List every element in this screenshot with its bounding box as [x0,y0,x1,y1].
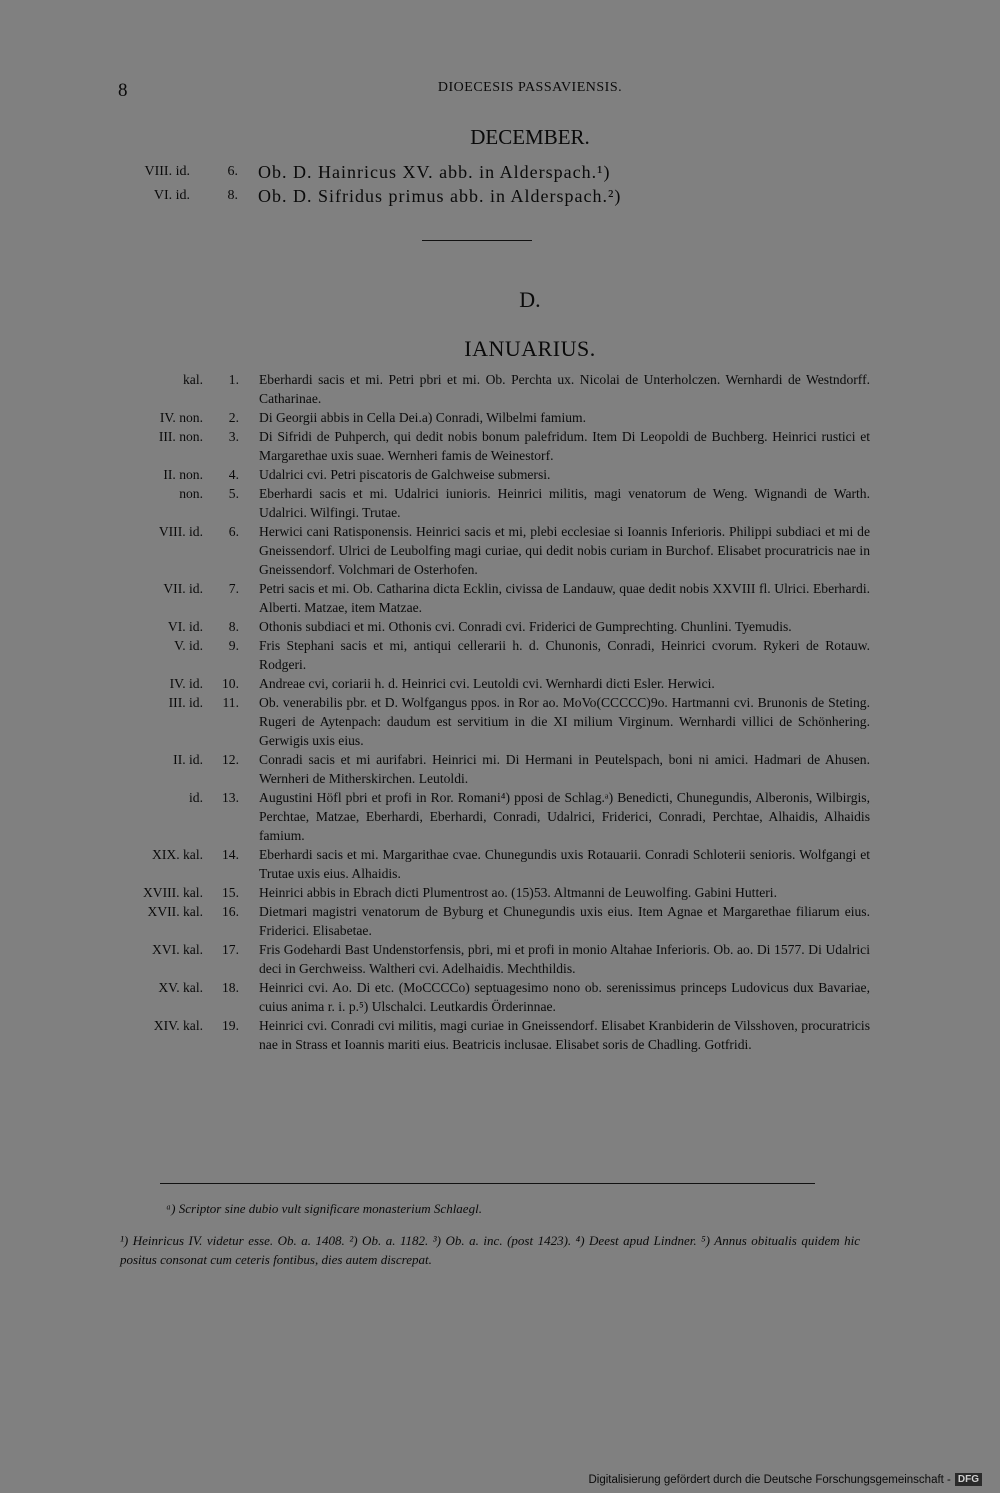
entry-day: 15. [222,885,239,900]
entry-day: 6. [228,524,239,539]
entry-day: 14. [222,847,239,862]
entry-day: 12. [222,752,239,767]
entry-row [100,1016,870,1054]
entry-row [100,465,870,484]
entry-row [100,693,870,750]
entry-text: Heinrici abbis in Ebrach dicti Plumentrost ao. (15)53. Altmanni de Leuwolfing. Gabini Hutteri. [259,885,777,900]
entry-text: Augustini Höfl pbri et profi in Ror. Romani⁴) pposi de Schlag.ᵃ) Benedicti, Chunegundis, Alberonis, Wilbirgis, Perchtae, Matzae, Eberhardi, Eberhardi, Conradi, Udalrici, Friderici, Conradi, Perchtae, Alhaidis, Alhaidis famium. [259,790,870,843]
entry-day: 17. [222,942,239,957]
entry-day: 7. [228,581,239,596]
entry-text: Fris Stephani sacis et mi, antiqui cellerarii h. d. Chunonis, Conradi, Heinrici cvorum. Rykeri de Rotauw. Rodgeri. [259,638,870,672]
entry-day: 19. [222,1018,239,1033]
entry-date: VIII. id. [158,524,203,539]
entry-date: VI. id. [153,188,190,203]
entry-date: VIII. id. [144,164,190,179]
entry-text: Eberhardi sacis et mi. Udalrici iunioris. Heinrici militis, magi venatorum de Weng. Wignandi de Warth. Udalrici. Wilfingi. Trutae. [259,486,870,520]
entry-text: Di Georgii abbis in Cella Dei.a) Conradi, Wilbelmi famium. [259,410,587,425]
entry-day: 2. [228,410,239,425]
footnote-a: ᵃ) Scriptor sine dubio vult significare monasterium Schlaegl. [166,1201,482,1216]
entry-row [100,883,870,902]
entry-day: 18. [222,980,239,995]
entry-date: IV. id. [169,676,203,691]
entry-date: II. id. [173,752,203,767]
running-head: DIOECESIS PASSAVIENSIS. [437,80,623,95]
entry-row [100,427,870,465]
entry-text: Eberhardi sacis et mi. Petri pbri et mi. Ob. Perchta ux. Nicolai de Unterholczen. Wernhardi de Westndorff. Catharinae. [259,372,870,406]
ianuarius-heading: IANUARIUS. [464,336,596,361]
entry-date: IV. non. [159,410,203,425]
entry-date: XIX. kal. [152,847,203,862]
entry-day: 13. [222,790,239,805]
entry-date: id. [189,790,203,805]
entry-text: Dietmari magistri venatorum de Byburg et Chunegundis uxis eius. Item Agnae et Margarethae filiarum eius. Friderici. Elisabetae. [259,904,870,938]
entry-day: 6. [227,164,238,179]
entry-text: Udalrici cvi. Petri piscatoris de Galchweise submersi. [259,467,551,482]
entry-date: III. non. [158,429,203,444]
entry-row [100,636,870,674]
entry-text: Herwici cani Ratisponensis. Heinrici sacis et mi, plebi ecclesiae si Ioannis Inferioris. Philippi subdiaci et mi de Gneissendorf. Ulrici de Leubolfing magi curiae, qui dedit nobis curiam in Burchof. Elisabet procuratricis nae in Gneissendorf. Volchmari de Osterhofen. [259,524,870,577]
entry-row [100,370,870,408]
entry-text: Ob. D. Sifridus primus abb. in Alderspach.²) [258,186,622,206]
entry-row [100,184,880,208]
entry-row [100,845,870,883]
entry-date: II. non. [163,467,203,482]
entry-date: III. id. [168,695,203,710]
entry-text: Andreae cvi, coriarii h. d. Heinrici cvi. Leutoldi cvi. Wernhardi dicti Esler. Herwici. [259,676,715,691]
entry-row [100,579,870,617]
entry-date: VI. id. [167,619,203,634]
entry-day: 16. [222,904,239,919]
page-number: 8 [118,80,128,101]
entry-day: 8. [227,188,238,203]
digitization-text: Digitalisierung gefördert durch die Deutsche Forschungsgemeinschaft - [588,1473,951,1486]
entry-text: Ob. venerabilis pbr. et D. Wolfgangus ppos. in Ror ao. MoVo(CCCCC)9o. Hartmanni cvi. Brunonis de Steting. Rugeri de Aytenpach: daudum est servitium in die XI milium Virginum. Wernhardi villici de Schönhering. Gerwigis uxis eius. [259,695,870,748]
section-letter: D. [519,287,541,312]
entry-day: 9. [228,638,239,653]
entry-date: XIV. kal. [153,1018,203,1033]
entry-row [100,750,870,788]
digitization-credit [588,1473,982,1486]
entry-row [100,408,870,427]
entry-text: Heinrici cvi. Ao. Di etc. (MoCCCCo) septuagesimo nono ob. serenissimus princeps Ludovicus dux Bavariae, cuius anima r. i. p.⁵) Ulschalci. Leutkardis Örderinnae. [259,980,870,1014]
footnotes-numbered: ¹) Heinricus IV. videtur esse. Ob. a. 1408. ²) Ob. a. 1182. ³) Ob. a. inc. (post 1423). ⁴) Deest apud Lindner. ⁵) Annus obitualis quidem hic positus consonat cum ceteris fontibus, dies autem discrepat. [120,1233,860,1267]
entry-date: XVI. kal. [152,942,203,957]
entry-row [100,617,870,636]
entry-text: Ob. D. Hainricus XV. abb. in Alderspach.¹) [258,162,611,182]
entry-text: Di Sifridi de Puhperch, qui dedit nobis bonum palefridum. Item Di Leopoldi de Buchberg. Heinrici rustici et Margarethae uxis suae. Wernheri famis de Weinestorf. [259,429,870,463]
entry-text: Petri sacis et mi. Ob. Catharina dicta Ecklin, civissa de Landauw, quae dedit nobis XXVIII fl. Ulrici. Eberhardi. Alberti. Matzae, item Matzae. [259,581,870,615]
entry-date: XVIII. kal. [142,885,203,900]
entry-date: XV. kal. [158,980,203,995]
entry-day: 11. [222,695,239,710]
entry-text: Fris Godehardi Bast Undenstorfensis, pbri, mi et profi in monio Altahae Inferioris. Ob. ao. Di 1577. Di Udalrici deci in Gerchweiss. Waltheri cvi. Adelhaidis. Mechthildis. [259,942,870,976]
entry-date: kal. [182,372,203,387]
entry-day: 8. [228,619,239,634]
entry-row [100,902,870,940]
entry-day: 3. [228,429,239,444]
entry-row [100,674,870,693]
entry-row [100,788,870,845]
entry-day: 1. [228,372,239,387]
december-entries [100,160,880,208]
entry-row [100,522,870,579]
entry-date: V. id. [174,638,203,653]
entry-text: Eberhardi sacis et mi. Margarithae cvae. Chunegundis uxis Rotauarii. Conradi Schloterii senioris. Wolfgangi et Trutae uxis eius. Alhaidis. [259,847,870,881]
entry-row [100,940,870,978]
entry-text: Othonis subdiaci et mi. Othonis cvi. Conradi cvi. Friderici de Gumprechting. Chunlini. Tyemudis. [259,619,792,634]
entry-date: VII. id. [163,581,203,596]
entry-row [100,978,870,1016]
footnote-divider [160,1183,815,1184]
entry-date: XVII. kal. [147,904,203,919]
ianuarius-entries [100,370,870,1054]
dfg-logo: DFG [955,1473,982,1486]
entry-date: non. [179,486,203,501]
entry-text: Conradi sacis et mi aurifabri. Heinrici mi. Di Hermani in Peutelspach, boni ni amici. Hadmari de Ahusen. Wernheri de Mitherskirchen. Leutoldi. [259,752,870,786]
entry-row [100,484,870,522]
entry-text: Heinrici cvi. Conradi cvi militis, magi curiae in Gneissendorf. Elisabet Kranbiderin de Vilsshoven, procuratricis nae in Strass et Ioannis mariti eius. Beatricis inclusae. Elisabet soris de Chadling. Gotfridi. [259,1018,870,1052]
section-divider [422,240,532,241]
december-heading: DECEMBER. [470,125,590,149]
entry-row [100,160,880,184]
entry-day: 4. [228,467,239,482]
entry-day: 5. [228,486,239,501]
entry-day: 10. [222,676,239,691]
